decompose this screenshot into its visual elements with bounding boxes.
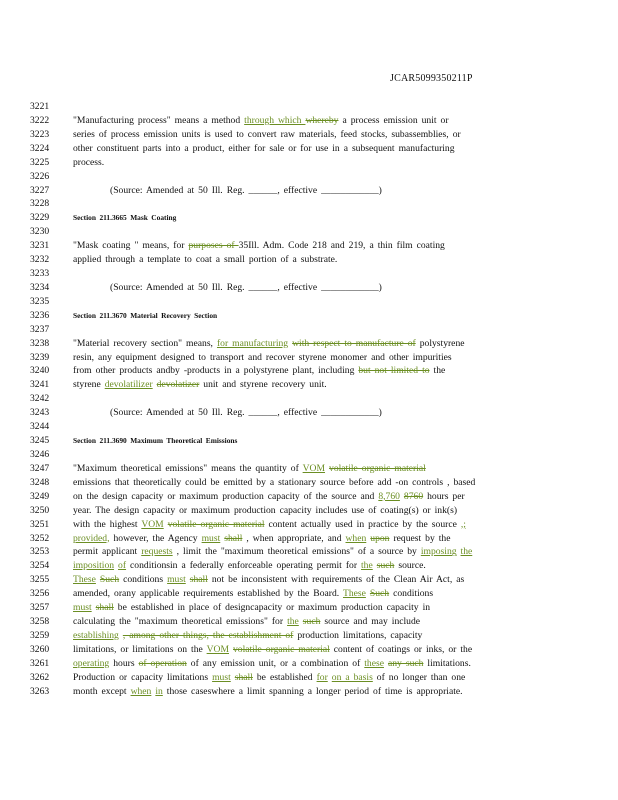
- deleted-text: 8760: [403, 490, 424, 502]
- inserted-text: 8,760: [378, 490, 400, 502]
- line-text: [73, 476, 475, 490]
- deleted-text: of operation: [138, 657, 187, 669]
- line-text: [73, 559, 426, 573]
- deleted-text: purposes of: [188, 240, 239, 252]
- line-text: [73, 518, 466, 532]
- text-run: "Manufacturing process" means a method: [73, 114, 245, 126]
- inserted-text: the: [361, 560, 373, 572]
- deleted-text: , among other things, the establishment of: [122, 629, 294, 641]
- line-number: 3246: [30, 449, 50, 460]
- line-number: 3257: [30, 602, 50, 614]
- text-run: with the highest: [73, 518, 142, 530]
- inserted-text: VOM: [302, 462, 326, 474]
- line-text: [73, 364, 445, 378]
- text-run: not be inconsistent with requirements of the Clean Air Act, as: [207, 574, 465, 586]
- inserted-text: VOM: [141, 518, 164, 530]
- deleted-text: volatile organic material: [167, 518, 265, 530]
- line-number: 3225: [30, 156, 50, 168]
- inserted-text: These: [342, 588, 366, 600]
- line-text: [73, 643, 472, 657]
- line-text: [73, 462, 426, 476]
- line-text: [73, 490, 465, 504]
- text-run: of any emission unit, or a combination of: [186, 657, 365, 669]
- text-run: from other products andby -products in a polystyrene plant, including: [73, 365, 359, 377]
- line-number: 3249: [30, 490, 50, 502]
- line-number: 3251: [30, 518, 50, 530]
- inserted-text: must: [167, 574, 186, 586]
- text-run: "Mask coating " means, for: [73, 240, 189, 252]
- section-heading: [73, 309, 217, 323]
- line-number: 3252: [30, 532, 50, 544]
- text-run: permit applicant: [73, 546, 142, 558]
- text-run: Section 211.3665 Mask Coating: [73, 213, 177, 223]
- text-run: content actually used in practice by the source: [264, 518, 461, 530]
- inserted-text: when: [130, 685, 152, 697]
- line-number: 3221: [30, 101, 50, 112]
- text-run: source and may include: [320, 616, 421, 628]
- text-run: source.: [394, 560, 426, 572]
- inserted-text: These: [73, 574, 96, 586]
- text-run: series of process emission units is used to convert raw materials, feed stocks, subassemblies, or: [73, 128, 461, 140]
- line-text: [73, 337, 465, 351]
- line-text: [73, 685, 463, 699]
- line-text: [73, 629, 422, 643]
- text-run: hours per: [423, 490, 465, 502]
- line-number: 3232: [30, 254, 50, 266]
- line-text: [73, 378, 327, 392]
- line-text: [73, 142, 455, 156]
- deleted-text: whereby: [305, 114, 339, 126]
- text-run: applied through a template to coat a small portion of a substrate.: [73, 254, 338, 266]
- deleted-text: Such: [369, 588, 390, 600]
- inserted-text: on a basis: [331, 671, 373, 683]
- inserted-text: these: [364, 657, 384, 669]
- inserted-text: operating: [73, 657, 110, 669]
- text-run: of no longer than one: [372, 671, 466, 683]
- line-number: 3263: [30, 685, 50, 697]
- text-run: , when appropriate, and: [242, 532, 346, 544]
- line-text: [73, 601, 430, 615]
- line-number: 3248: [30, 476, 50, 488]
- text-run: process.: [73, 156, 105, 168]
- text-run: (Source: Amended at 50 Ill. Reg. ______, effective ____________): [110, 184, 382, 196]
- text-run: request by the: [389, 532, 451, 544]
- inserted-text: establishing: [73, 629, 119, 641]
- text-run: conditions: [119, 574, 168, 586]
- deleted-text: volatile organic material: [329, 462, 426, 474]
- line-text: [73, 573, 464, 587]
- text-run: month except: [73, 685, 131, 697]
- line-number: 3245: [30, 435, 50, 447]
- line-text: [110, 184, 382, 198]
- inserted-text: must: [212, 671, 231, 683]
- text-run: "Material recovery section" means,: [73, 337, 217, 349]
- line-number: 3243: [30, 407, 50, 419]
- text-run: (Source: Amended at 50 Ill. Reg. ______, effective ____________): [110, 281, 382, 293]
- text-run: "Maximum theoretical emissions" means the quantity of: [73, 462, 303, 474]
- line-text: [73, 545, 472, 559]
- deleted-text: shall: [234, 671, 253, 683]
- line-number: 3260: [30, 643, 50, 655]
- deleted-text: such: [376, 560, 395, 572]
- line-text: [73, 532, 450, 546]
- text-run: emissions that theoretically could be emitted by a stationary source before add -on controls , based: [73, 476, 476, 488]
- deleted-text: shall: [95, 602, 114, 614]
- line-number: 3231: [30, 240, 50, 252]
- line-text: [110, 281, 382, 295]
- line-number: 3222: [30, 114, 50, 126]
- inserted-text: the: [287, 616, 299, 628]
- inserted-text: for manufacturing: [216, 337, 289, 349]
- text-run: on the design capacity or maximum production capacity of the source and: [73, 490, 379, 502]
- text-run: however, the Agency: [109, 532, 202, 544]
- line-number: 3256: [30, 588, 50, 600]
- line-number: 3229: [30, 212, 50, 224]
- text-run: those caseswhere a limit spanning a longer period of time is appropriate.: [162, 685, 463, 697]
- line-number: 3223: [30, 128, 50, 140]
- line-number: 3259: [30, 629, 50, 641]
- line-number: 3237: [30, 323, 50, 335]
- text-run: production limitations, capacity: [293, 629, 423, 641]
- deleted-text: shall: [189, 574, 208, 586]
- deleted-text: but not limited to: [358, 365, 430, 377]
- inserted-text: through which: [244, 114, 306, 126]
- inserted-text: in: [155, 685, 163, 697]
- line-number: 3240: [30, 365, 50, 377]
- line-text: [73, 657, 471, 671]
- text-run: Section 211.3690 Maximum Theoretical Emissions: [73, 436, 238, 446]
- inserted-text: imposition: [73, 560, 115, 572]
- text-run: conditions: [389, 588, 434, 600]
- inserted-text: must: [201, 532, 221, 544]
- inserted-text: of: [118, 560, 127, 572]
- line-number: 3253: [30, 546, 50, 558]
- text-run: resin, any equipment designed to transport and recover styrene monomer and other impurities: [73, 351, 452, 363]
- inserted-text: provided,: [73, 532, 110, 544]
- line-text: [73, 253, 337, 267]
- line-number: 3262: [30, 671, 50, 683]
- line-number: 3224: [30, 142, 50, 154]
- text-run: (Source: Amended at 50 Ill. Reg. ______, effective ____________): [110, 407, 382, 419]
- text-run: amended, orany applicable requirements established by the Board.: [73, 588, 343, 600]
- line-text: [73, 239, 445, 253]
- inserted-text: devolatilizer: [104, 379, 153, 391]
- line-number: 3226: [30, 170, 50, 182]
- text-run: a process emission unit or: [338, 114, 449, 126]
- text-run: unit and styrene recovery unit.: [199, 379, 327, 391]
- deleted-text: such: [302, 616, 321, 628]
- line-text: [73, 128, 461, 142]
- line-number: 3254: [30, 560, 50, 572]
- text-run: polystyrene: [415, 337, 465, 349]
- line-number: 3236: [30, 309, 50, 321]
- deleted-text: Such: [99, 574, 120, 586]
- line-number: 3258: [30, 616, 50, 628]
- text-run: be established: [252, 671, 317, 683]
- text-run: be established in place of designcapacity or maximum production capacity in: [113, 602, 431, 614]
- line-number: 3239: [30, 351, 50, 363]
- inserted-text: requests: [141, 546, 173, 558]
- line-number: 3234: [30, 281, 50, 293]
- text-run: Production or capacity limitations: [73, 671, 213, 683]
- text-run: conditionsin a federally enforceable operating permit for: [126, 560, 362, 572]
- deleted-text: upon: [370, 532, 390, 544]
- deleted-text: shall: [224, 532, 243, 544]
- line-number: 3227: [30, 184, 50, 196]
- inserted-text: when: [345, 532, 367, 544]
- deleted-text: devolatizer: [156, 379, 200, 391]
- line-text: [73, 671, 465, 685]
- document-id-header: JCAR5099350211P: [390, 73, 473, 84]
- text-run: limitations, or limitations on the: [73, 643, 207, 655]
- line-text: [73, 351, 452, 365]
- deleted-text: volatile organic material: [233, 643, 330, 655]
- inserted-text: must: [73, 602, 92, 614]
- text-run: limitations.: [423, 657, 471, 669]
- line-number: 3242: [30, 393, 50, 405]
- line-number: 3255: [30, 574, 50, 586]
- section-heading: [73, 211, 176, 225]
- line-number: 3230: [30, 226, 50, 238]
- line-number: 3233: [30, 268, 50, 280]
- text-run: content of coatings or inks, or the: [329, 643, 473, 655]
- line-number: 3238: [30, 337, 50, 349]
- inserted-text: imposing: [420, 546, 457, 558]
- inserted-text: for: [316, 671, 328, 683]
- line-text: [110, 406, 382, 420]
- line-text: [73, 156, 104, 170]
- line-number: 3250: [30, 504, 50, 516]
- line-text: [73, 615, 420, 629]
- inserted-text: VOM: [206, 643, 229, 655]
- deleted-text: any such: [387, 657, 424, 669]
- text-run: hours: [109, 657, 139, 669]
- text-run: other constituent parts into a product, either for sale or for use in a subsequent manufacturing: [73, 142, 455, 154]
- text-run: calculating the "maximum theoretical emissions" for: [73, 616, 288, 628]
- inserted-text: ,;: [460, 518, 466, 530]
- line-number: 3244: [30, 421, 50, 433]
- text-run: , limit the "maximum theoretical emissions" of a source by: [172, 546, 421, 558]
- line-text: [73, 504, 457, 518]
- text-run: 35Ill. Adm. Code 218 and 219, a thin film coating: [238, 240, 445, 252]
- line-number: 3241: [30, 379, 50, 391]
- line-number: 3235: [30, 295, 50, 307]
- deleted-text: with respect to manufacture of: [292, 337, 416, 349]
- line-text: [73, 114, 449, 128]
- inserted-text: the: [460, 546, 473, 558]
- line-number: 3261: [30, 657, 50, 669]
- line-number: 3247: [30, 462, 50, 474]
- text-run: styrene: [73, 379, 105, 391]
- text-run: year. The design capacity or maximum production capacity includes use of coating(s) or ink(s): [73, 504, 458, 516]
- text-run: Section 211.3670 Material Recovery Section: [73, 310, 218, 320]
- line-text: [73, 587, 433, 601]
- section-heading: [73, 434, 237, 448]
- text-run: the: [429, 365, 446, 377]
- line-number: 3228: [30, 198, 50, 210]
